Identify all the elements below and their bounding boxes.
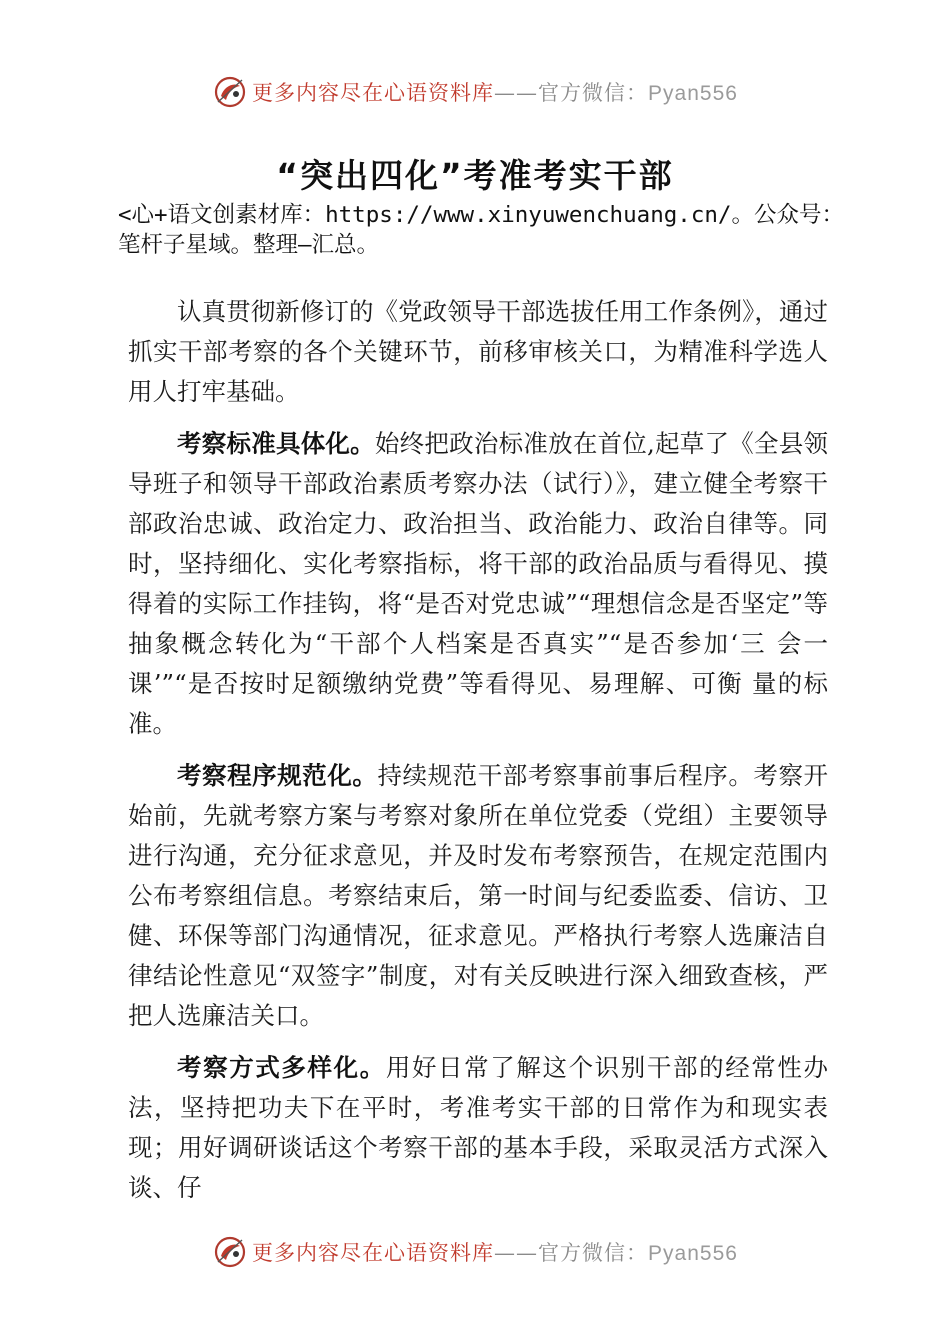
paragraph: [128, 1048, 828, 1208]
xinyu-logo-icon: [212, 1234, 248, 1270]
banner-text: [252, 77, 738, 107]
paragraph-lead: 考察标准具体化。: [177, 429, 375, 458]
header-banner: [0, 72, 950, 112]
paragraph-text: 持续规范干部考察事前事后程序。考察开始前，先就考察方案与考察对象所在单位党委（党组）主要领导进行沟通，充分征求意见，并及时发布考察预告，在规定范围内公布考察组信息。考察结束后，第一时间与纪委监委、信访、卫健、环保等部门沟通情况，征求意见。严格执行考察人选廉洁自律结论性意见“双签字”制度，对有关反映进行深入细致查核，严把人选廉洁关口。: [128, 761, 829, 1030]
paragraph-text: 用好日常了解这个识别干部的经常性办法，坚持把功夫下在平时，考准考实干部的日常作为和现实表现；用好调研谈话这个考察干部的基本手段，采取灵活方式深入谈、仔: [128, 1053, 829, 1202]
paragraph-lead: 考察程序规范化。: [177, 761, 378, 790]
article-body: [128, 292, 828, 1220]
paragraph: [128, 756, 828, 1036]
banner-dash: ——: [494, 1241, 539, 1265]
footer-banner: [0, 1232, 950, 1272]
banner-wechat-label: 官方微信：: [538, 81, 649, 105]
document-title: “突出四化”考准考实干部: [276, 156, 674, 195]
source-line: <心+语文创素材库：https://www.xinyuwenchuang.cn/。公众号：笔杆子星域。整理—汇总。: [118, 202, 844, 258]
banner-dash: ——: [494, 81, 539, 105]
xinyu-logo-icon: [212, 74, 248, 110]
banner-wechat-id: Pyan556: [648, 82, 738, 105]
banner-brand: 更多内容尽在心语资料库: [252, 1241, 495, 1265]
banner-text: [252, 1237, 738, 1267]
banner-wechat-id: Pyan556: [648, 1242, 738, 1265]
banner-brand: 更多内容尽在心语资料库: [252, 81, 495, 105]
paragraph-text: 始终把政治标准放在首位,起草了《全县领导班子和领导干部政治素质考察办法（试行）》，建立健全考察干部政治忠诚、政治定力、政治担当、政治能力、政治自律等。同时，坚持细化、实化考察指标，将干部的政治品质与看得见、摸得着的实际工作挂钩，将“是否对党忠诚”“理想信念是否坚定”等抽象概念转化为“干部个人档案是否真实”“是否参加‘三 会一课’”“是否按时足额缴纳党费”等看得见、易理解、可衡 量的标准。: [128, 429, 829, 738]
paragraph-lead: 考察方式多样化。: [177, 1053, 386, 1082]
paragraph: [128, 424, 828, 744]
banner-wechat-label: 官方微信：: [538, 1241, 649, 1265]
paragraph: [128, 292, 828, 412]
paragraph-text: 认真贯彻新修订的《党政领导干部选拔任用工作条例》，通过抓实干部考察的各个关键环节，前移审核关口，为精准科学选人用人打牢基础。: [128, 297, 828, 406]
